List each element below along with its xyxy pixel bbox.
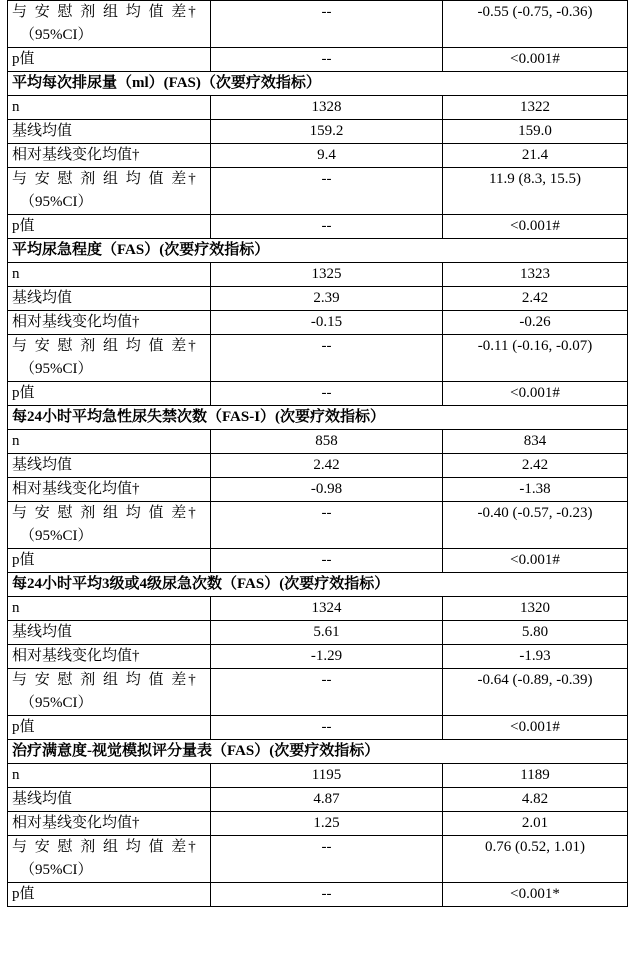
drug-value: 11.9 (8.3, 15.5) (443, 168, 628, 215)
p-label: p值 (8, 215, 211, 239)
drug-value: -0.40 (-0.57, -0.23) (443, 502, 628, 549)
placebo-value: -0.15 (211, 311, 443, 335)
table-row (8, 883, 628, 907)
placebo-value: -- (211, 716, 443, 740)
diff-label-cell (8, 836, 211, 883)
baseline-label: 基线均值 (8, 788, 211, 812)
placebo-value: -- (211, 836, 443, 883)
table-row (8, 597, 628, 621)
table-row (8, 120, 628, 144)
placebo-value: -- (211, 883, 443, 907)
ci-label: （95%CI） (20, 528, 93, 544)
section-header-row (8, 573, 628, 597)
table-row (8, 144, 628, 168)
drug-value: 2.42 (443, 454, 628, 478)
diff-label: 与 安 慰 剂 组 均 值 差† (12, 505, 198, 521)
n-label: n (8, 764, 211, 788)
placebo-value: -- (211, 382, 443, 406)
placebo-value: 1324 (211, 597, 443, 621)
table-row (8, 478, 628, 502)
placebo-value: 2.39 (211, 287, 443, 311)
placebo-value: -- (211, 168, 443, 215)
drug-value: 1320 (443, 597, 628, 621)
p-label: p值 (8, 382, 211, 406)
table-row (8, 168, 628, 215)
placebo-value: -- (211, 335, 443, 382)
section-title: 每24小时平均3级或4级尿急次数（FAS）(次要疗效指标） (8, 573, 628, 597)
n-label: n (8, 430, 211, 454)
placebo-value: -1.29 (211, 645, 443, 669)
placebo-value: -- (211, 669, 443, 716)
table-row (8, 96, 628, 120)
drug-value: -0.26 (443, 311, 628, 335)
section-title: 每24小时平均急性尿失禁次数（FAS-I）(次要疗效指标） (8, 406, 628, 430)
table-body (8, 1, 628, 907)
drug-value: 21.4 (443, 144, 628, 168)
placebo-value: 4.87 (211, 788, 443, 812)
drug-value: 1322 (443, 96, 628, 120)
drug-value: -0.11 (-0.16, -0.07) (443, 335, 628, 382)
change-label: 相对基线变化均值† (8, 311, 211, 335)
section-header-row (8, 406, 628, 430)
drug-value: <0.001# (443, 48, 628, 72)
placebo-value: 159.2 (211, 120, 443, 144)
drug-value: 159.0 (443, 120, 628, 144)
table-row (8, 836, 628, 883)
table-row (8, 263, 628, 287)
drug-value: 1189 (443, 764, 628, 788)
placebo-value: 2.42 (211, 454, 443, 478)
drug-value: 4.82 (443, 788, 628, 812)
section-header-row (8, 72, 628, 96)
table-row (8, 669, 628, 716)
diff-label: 与 安 慰 剂 组 均 值 差† (12, 4, 198, 20)
diff-label: 与 安 慰 剂 组 均 值 差† (12, 672, 198, 688)
table-row (8, 311, 628, 335)
ci-label: （95%CI） (20, 862, 93, 878)
placebo-value: 9.4 (211, 144, 443, 168)
diff-label-cell (8, 335, 211, 382)
drug-value: <0.001# (443, 382, 628, 406)
change-label: 相对基线变化均值† (8, 645, 211, 669)
ci-label: （95%CI） (20, 27, 93, 43)
drug-value: 5.80 (443, 621, 628, 645)
drug-value: <0.001# (443, 549, 628, 573)
diff-label-cell (8, 669, 211, 716)
table-row (8, 812, 628, 836)
table-row (8, 287, 628, 311)
n-label: n (8, 597, 211, 621)
section-title: 平均每次排尿量（ml）(FAS)（次要疗效指标） (8, 72, 628, 96)
placebo-value: -- (211, 215, 443, 239)
table-row (8, 645, 628, 669)
ci-label: （95%CI） (20, 695, 93, 711)
diff-label: 与 安 慰 剂 组 均 值 差† (12, 171, 198, 187)
drug-value: 834 (443, 430, 628, 454)
diff-label-cell (8, 168, 211, 215)
drug-value: 0.76 (0.52, 1.01) (443, 836, 628, 883)
baseline-label: 基线均值 (8, 120, 211, 144)
table-row (8, 621, 628, 645)
table-row (8, 430, 628, 454)
baseline-label: 基线均值 (8, 287, 211, 311)
table-row (8, 48, 628, 72)
drug-value: -0.64 (-0.89, -0.39) (443, 669, 628, 716)
p-label: p值 (8, 48, 211, 72)
table-row (8, 382, 628, 406)
diff-label-cell (8, 502, 211, 549)
change-label: 相对基线变化均值† (8, 478, 211, 502)
efficacy-results-table (7, 0, 628, 907)
p-label: p值 (8, 883, 211, 907)
placebo-value: -- (211, 48, 443, 72)
p-label: p值 (8, 549, 211, 573)
drug-value: -1.38 (443, 478, 628, 502)
p-label: p值 (8, 716, 211, 740)
drug-value: -0.55 (-0.75, -0.36) (443, 1, 628, 48)
table-row (8, 502, 628, 549)
drug-value: 2.42 (443, 287, 628, 311)
placebo-value: -- (211, 549, 443, 573)
placebo-value: 1195 (211, 764, 443, 788)
placebo-value: 1328 (211, 96, 443, 120)
table-row (8, 335, 628, 382)
placebo-value: -0.98 (211, 478, 443, 502)
diff-label-cell (8, 1, 211, 48)
table-row (8, 1, 628, 48)
placebo-value: 5.61 (211, 621, 443, 645)
n-label: n (8, 96, 211, 120)
table-row (8, 549, 628, 573)
table-row (8, 788, 628, 812)
ci-label: （95%CI） (20, 194, 93, 210)
n-label: n (8, 263, 211, 287)
table-row (8, 454, 628, 478)
change-label: 相对基线变化均值† (8, 144, 211, 168)
placebo-value: 858 (211, 430, 443, 454)
drug-value: <0.001# (443, 215, 628, 239)
placebo-value: 1.25 (211, 812, 443, 836)
placebo-value: -- (211, 1, 443, 48)
drug-value: 1323 (443, 263, 628, 287)
table-row (8, 215, 628, 239)
section-title: 治疗满意度-视觉模拟评分量表（FAS）(次要疗效指标） (8, 740, 628, 764)
section-header-row (8, 239, 628, 263)
section-title: 平均尿急程度（FAS）(次要疗效指标） (8, 239, 628, 263)
drug-value: 2.01 (443, 812, 628, 836)
table-row (8, 716, 628, 740)
drug-value: -1.93 (443, 645, 628, 669)
drug-value: <0.001* (443, 883, 628, 907)
section-header-row (8, 740, 628, 764)
diff-label: 与 安 慰 剂 组 均 值 差† (12, 839, 198, 855)
drug-value: <0.001# (443, 716, 628, 740)
placebo-value: -- (211, 502, 443, 549)
ci-label: （95%CI） (20, 361, 93, 377)
baseline-label: 基线均值 (8, 621, 211, 645)
change-label: 相对基线变化均值† (8, 812, 211, 836)
diff-label: 与 安 慰 剂 组 均 值 差† (12, 338, 198, 354)
baseline-label: 基线均值 (8, 454, 211, 478)
table-row (8, 764, 628, 788)
placebo-value: 1325 (211, 263, 443, 287)
